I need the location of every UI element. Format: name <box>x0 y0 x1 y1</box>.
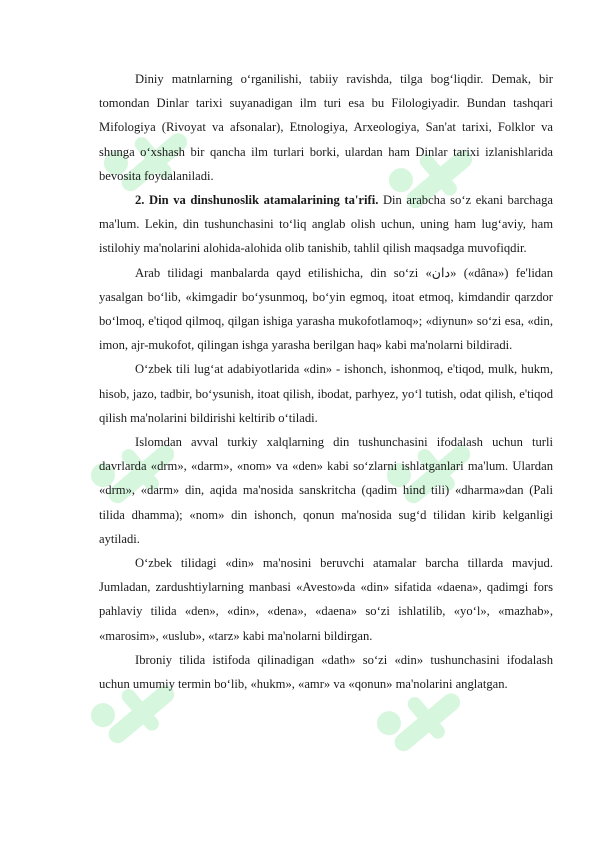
paragraph-2-body: Din arabcha soʻz ekani barchaga ma'lum. Lekin, din tushunchasini toʻliq anglab olish uchun, uning ham lugʻaviy, ham istilohiy ma'nolarini alohida-alohida olib tanishib, tahlil qilish maqsadga muvofiqdir. <box>99 193 553 256</box>
paragraph-7: Ibroniy tilida istifoda qilinadigan «dath» soʻzi «din» tushunchasini ifodalash uchun umumiy termin boʻlib, «hukm», «amr» va «qonun» ma'nolarini anglatgan. <box>99 652 553 692</box>
paragraph-4: Oʻzbek tili lugʻat adabiyotlarida «din» - ishonch, ishonmoq, e'tiqod, mulk, hukm, hisob, jazo, tadbir, boʻysunish, itoat qilish, ibodat, parhyez, yoʻl tutish, odat qilish, e'tiqod qilish ma'nolarini bildirishi keltirib oʻtiladi. <box>99 362 553 425</box>
section-heading: 2. Din va dinshunoslik atamalarining ta'rifi. <box>135 193 379 208</box>
paragraph-5: Islomdan avval turkiy xalqlarning din tushunchasini ifodalash uchun turli davrlarda «drm», «darm», «nom» va «den» kabi soʻzlarni ishlatganlari ma'lum. Ulardan «drm», «darm» din, aqida ma'nosida sanskritcha (qadim hind tili) «dharma»dan (Pali tilida dhamma); «nom» din ishonch, qonun ma'nosida sugʻd tilidan kirib kelganligi aytiladi. <box>99 435 553 546</box>
paragraph-6: Oʻzbek tilidagi «din» ma'nosini beruvchi atamalar barcha tillarda mavjud. Jumladan, zardushtiylarning manbasi «Avesto»da «din» sifatida «daena», qadimgi fors pahlaviy tilida «den», «din», «dena», «daena» soʻzi ishlatilib, «yoʻl», «mazhab», «marosim», «uslub», «tarz» kabi ma'nolarni bildirgan. <box>99 556 553 643</box>
paragraph-3: Arab tilidagi manbalarda qayd etilishicha, din soʻzi «دان» («dâna») fe'lidan yasalgan boʻlib, «kimgadir boʻysunmoq, boʻyin egmoq, itoat etmoq, kimdandir qarzdor boʻlmoq, e'tiqod qilmoq, qilgan ishiga yarasha mukofotlamoq»; «diynun» soʻzi esa, «din, imon, ajr-mukofot, qilingan ishga yarasha berilgan haq» kabi ma'nolarni bildiradi. <box>99 265 553 353</box>
paragraph-1: Diniy matnlarning oʻrganilishi, tabiiy ravishda, tilga bogʻliqdir. Demak, bir tomondan Dinlar tarixi suyanadigan ilm turi esa bu Filologiyadir. Bundan tashqari Mifologiya (Rivoyat va afsonalar), Etnologiya, Arxeologiya, San'at tarixi, Folklor va shunga oʻxshash bir qancha ilm turlari borki, ulardan ham Dinlar tarixi izlanishlarida bevosita foydalaniladi. <box>99 72 553 183</box>
document-body <box>99 67 553 696</box>
paragraph-2 <box>99 188 553 261</box>
